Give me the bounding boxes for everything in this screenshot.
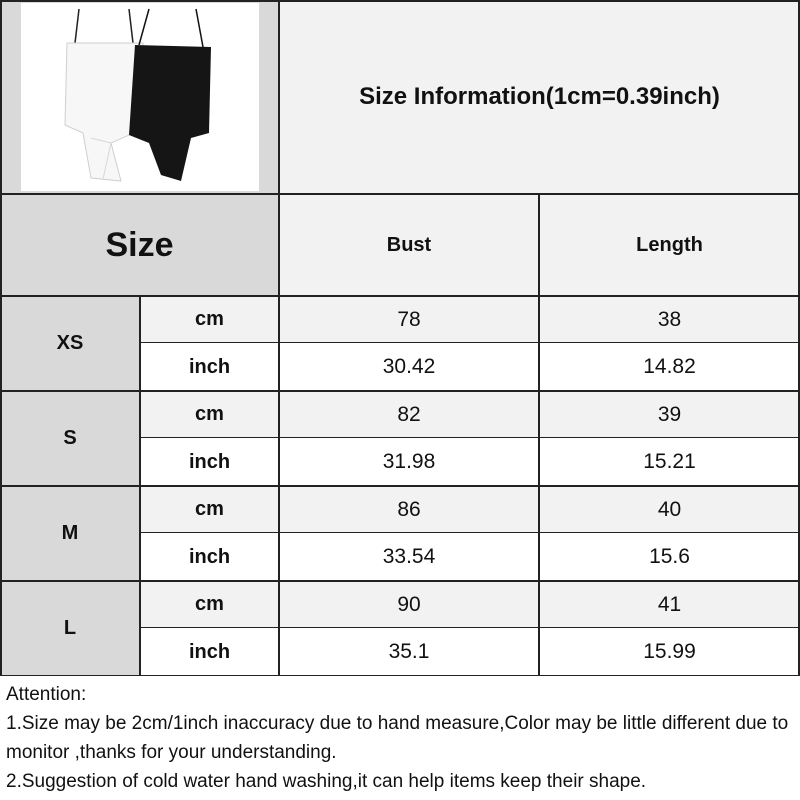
size-label-s: S xyxy=(0,391,140,486)
table-border xyxy=(0,390,800,392)
unit-cm: cm xyxy=(140,296,279,343)
bust-value: 86 xyxy=(279,486,539,533)
table-border xyxy=(0,0,800,2)
bust-value: 78 xyxy=(279,296,539,343)
bust-value: 33.54 xyxy=(279,533,539,581)
unit-cm: cm xyxy=(140,391,279,438)
bust-value: 90 xyxy=(279,581,539,628)
size-column-header: Size xyxy=(0,194,279,296)
length-value: 39 xyxy=(539,391,800,438)
size-label-xs: XS xyxy=(0,296,140,391)
table-border xyxy=(140,627,800,628)
notes-line-2: 2.Suggestion of cold water hand washing,it can help items keep their shape. xyxy=(6,771,647,792)
unit-inch: inch xyxy=(140,533,279,581)
page-title: Size Information(1cm=0.39inch) xyxy=(279,0,800,194)
bust-value: 82 xyxy=(279,391,539,438)
table-border xyxy=(0,580,800,582)
product-image-cell xyxy=(0,0,279,194)
length-value: 41 xyxy=(539,581,800,628)
length-value: 15.21 xyxy=(539,438,800,486)
unit-inch: inch xyxy=(140,438,279,486)
table-border xyxy=(140,437,800,438)
attention-notes xyxy=(0,676,800,800)
bust-value: 35.1 xyxy=(279,628,539,676)
table-border xyxy=(140,532,800,533)
length-value: 40 xyxy=(539,486,800,533)
table-border xyxy=(538,194,540,676)
table-border xyxy=(0,193,800,195)
unit-cm: cm xyxy=(140,581,279,628)
notes-line-1: 1.Size may be 2cm/1inch inaccuracy due to hand measure,Color may be little different due to monitor ,thanks for your understanding. xyxy=(6,713,789,763)
product-photo xyxy=(21,3,259,191)
table-border xyxy=(140,342,800,343)
bust-value: 30.42 xyxy=(279,343,539,391)
table-border xyxy=(0,295,800,297)
notes-heading: Attention: xyxy=(6,684,87,705)
unit-inch: inch xyxy=(140,343,279,391)
bust-column-header: Bust xyxy=(279,194,539,296)
camisole-photo-icon xyxy=(21,3,259,191)
length-value: 14.82 xyxy=(539,343,800,391)
size-label-m: M xyxy=(0,486,140,581)
bust-value: 31.98 xyxy=(279,438,539,486)
table-border xyxy=(139,296,141,676)
unit-cm: cm xyxy=(140,486,279,533)
table-border xyxy=(278,0,280,676)
size-label-l: L xyxy=(0,581,140,676)
length-column-header: Length xyxy=(539,194,800,296)
length-value: 38 xyxy=(539,296,800,343)
table-border xyxy=(0,485,800,487)
unit-inch: inch xyxy=(140,628,279,676)
length-value: 15.99 xyxy=(539,628,800,676)
length-value: 15.6 xyxy=(539,533,800,581)
